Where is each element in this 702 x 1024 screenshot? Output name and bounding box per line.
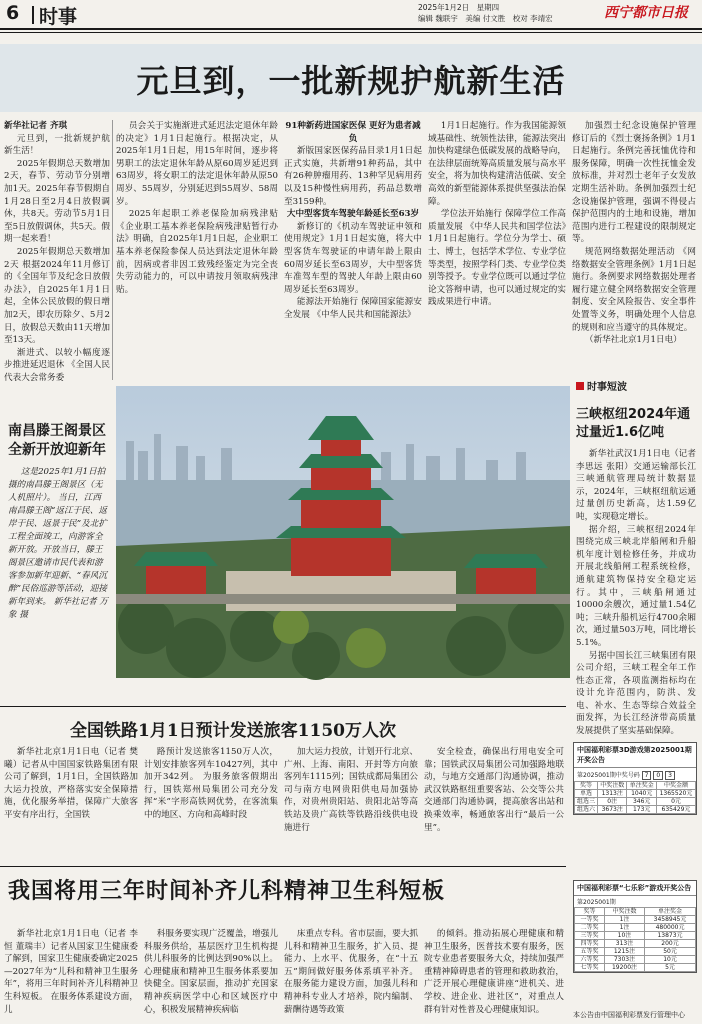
lottery-qlc-issue: 第2025001期 bbox=[577, 899, 616, 906]
table-cell: 0元 bbox=[656, 798, 695, 806]
table-cell: 奖等 bbox=[575, 908, 605, 916]
header-rule-thin bbox=[0, 32, 702, 33]
rail-paragraph: 新华社北京1月1日电（记者 樊曦）记者从中国国家铁路集团有限公司了解到，1月1日，全国铁路加大运力投放，严格落实安全保障措施，优化服务举措，保障广大旅客平安有序出行，全国铁 bbox=[4, 747, 138, 820]
table-cell: 奖等 bbox=[575, 782, 598, 790]
lead-col-2 bbox=[116, 120, 278, 382]
sidebar-paragraph: 据介绍，三峡枢纽2024年围绕完成三峡北岸船闸和升船机年度计划检修任务，并成功开展北线船闸工程系统检修，通航建筑物保持安全稳定运行。其中，三峡船闸通过10000余艘次，通过量1.54亿吨；三峡升船机运行4700余厢次，通过量503万吨，同比增长5.1%。 bbox=[576, 524, 696, 648]
footer-note: 本公告由中国福利彩票发行管理中心 bbox=[573, 1011, 685, 1019]
health-paragraph: 科服务要实现广泛覆盖，增强儿科服务供给，基层医疗卫生机构提供儿科服务的比例达到90%以上。心理健康和精神卫生服务体系要加快健全。国家层面，推动扩充国家精神疾病医学中心和区域医疗中心，积极发展精神疾病临 bbox=[144, 929, 278, 1015]
lead-dateline: （新华社北京1月1日电） bbox=[584, 335, 682, 346]
table-cell: 635429元 bbox=[656, 806, 695, 814]
table-cell: 四等奖 bbox=[575, 940, 605, 948]
news-brief-header bbox=[576, 378, 694, 392]
table-cell: 0注 bbox=[597, 798, 627, 806]
lead-byline: 新华社记者 齐琪 bbox=[4, 121, 68, 131]
health-title: 我国将用三年时间补齐儿科精神卫生科短板 bbox=[8, 879, 446, 904]
lead-paragraph: 新版国家医保药品目录1月1日起正式实施，共新增91种药品，其中有26种肿瘤用药、13种罕见病用药以及15种慢性病用药，药品总数增至3159种。 bbox=[284, 146, 422, 207]
lottery-number: 0 bbox=[653, 771, 663, 780]
table-cell: 1注 bbox=[604, 924, 644, 932]
sidebar-body bbox=[576, 448, 696, 737]
lead-col-4 bbox=[428, 120, 566, 382]
lead-paragraph: 2025年起职工养老保险加病残津贴 《企业职工基本养老保险病残津贴暂行办法》明确，自2025年1月1日起，企业职工基本养老保险参保人员达到法定退休年龄前，因病或者非因工致残经鉴定为完全丧失劳动能力的，可以申请按月领取病残津贴。 bbox=[116, 209, 278, 295]
rail-paragraph: 加大运力投放，计划开行北京、广州、上海、南阳、开封等方向旅客列车1115列；国铁成都局集团公司与南方电网贵阳供电局加强协作，对贵州贵阳站、贵阳北站等高铁站及贵广高铁等铁路沿线供电设施进行 bbox=[284, 747, 418, 833]
table-cell: 中奖注数 bbox=[597, 782, 627, 790]
lead-col-3 bbox=[284, 120, 422, 382]
lead-paragraph: 规范网络数据处理活动 《网络数据安全管理条例》1月1日起施行。条例要求网络数据处理者履行建立健全网络数据安全管理制度、安全风险报告、安全事件处置等义务，明确处理个人信息的规则和应当遵守的具体规定。 bbox=[572, 246, 696, 333]
rail-title: 全国铁路1月1日预计发送旅客1150万人次 bbox=[70, 721, 396, 741]
red-square-icon bbox=[576, 382, 584, 390]
lead-paragraph: 能源法开始施行 保障国家能源安全发展 《中华人民共和国能源法》 bbox=[284, 297, 422, 320]
header-rule bbox=[0, 28, 702, 30]
rail-col-4 bbox=[424, 746, 564, 864]
sidebar-paragraph: 另据中国长江三峡集团有限公司介绍，三峡工程全年工作性态正常，各项监测指标均在设计允许范围内，防洪、发电、补水、生态等综合效益全面发挥，为长江经济带高质量发展提供了坚实基础保障。 bbox=[576, 650, 696, 737]
table-row bbox=[575, 806, 696, 814]
tengwang-pavilion-photo bbox=[116, 386, 570, 678]
lottery-3d-numbers-label: 第2025001期中奖号码 bbox=[577, 772, 640, 779]
table-cell: 单注奖金 bbox=[627, 782, 657, 790]
table-cell: 19200注 bbox=[604, 964, 644, 972]
lead-paragraph: 元旦到，一批新规护航新生活！ bbox=[4, 133, 110, 157]
rail-paragraph: 路预计发送旅客1150万人次，计划安排旅客列车10427列，其中加开342列。 为服务旅客假期出行，国铁郑州局集团公司充分发挥“米”字形高铁网优势，在客流集中的地区、方向和高峰时段 bbox=[144, 747, 278, 820]
header-date: 2025年1月2日 星期四 bbox=[418, 3, 500, 12]
lottery-qlc-title: 中国福利彩票“七乐彩”游戏开奖公告 bbox=[574, 881, 696, 896]
photo-caption bbox=[8, 466, 108, 622]
table-cell: 单注奖金 bbox=[645, 908, 696, 916]
news-brief-label: 时事短波 bbox=[587, 382, 627, 393]
pavilion-illustration bbox=[116, 386, 570, 678]
health-col-4 bbox=[424, 928, 564, 1022]
headline-title: 元旦到，一批新规护航新生活 bbox=[136, 62, 566, 100]
lead-paragraph: 1月1日起施行。作为我国能源领域基础性、统领性法律，能源法突出加快构建绿色低碳发展的战略导向，在法律层面统筹高质量发展与高水平安全，将为加快构建清洁低碳、安全高效的新型能源体系提供坚强法治保障。 bbox=[428, 121, 566, 207]
table-cell: 173元 bbox=[627, 806, 657, 814]
lottery-number: 7 bbox=[642, 771, 652, 780]
table-row bbox=[575, 940, 696, 948]
table-cell: 480000元 bbox=[645, 924, 696, 932]
lottery-3d-numbers bbox=[574, 768, 696, 781]
lead-col-1 bbox=[4, 120, 110, 386]
table-row bbox=[575, 790, 696, 798]
photo-title: 南昌滕王阁景区全新开放迎新年 bbox=[8, 423, 106, 458]
table-cell: 200元 bbox=[645, 940, 696, 948]
health-col-1 bbox=[4, 928, 138, 1022]
lead-paragraph: 2025年假期总天数增加2天 根据2024年11月修订的《全国年节及纪念日放假办法》，自2025年1月1日起，全体公民放假的假日增加2天，即农历除夕、5月2日，放假总天数由11天增加至13天。 bbox=[4, 246, 110, 346]
lottery-3d-notice bbox=[573, 742, 697, 815]
table-row bbox=[575, 798, 696, 806]
table-row bbox=[575, 948, 696, 956]
rail-col-2 bbox=[144, 746, 278, 864]
table-cell: 中奖金额 bbox=[656, 782, 695, 790]
lottery-qlc-notice bbox=[573, 880, 697, 973]
health-paragraph: 的倾斜。推动拓展心理健康和精神卫生服务，医普技术要有服务，医院专业患者要服务大众，持续加强严重精神障碍患者的管理和救助救治，广泛开展心理健康讲座“进机关、进学校、进企业、进社区”，对重点人群有针对性普及心理健康知识。 bbox=[424, 929, 564, 1015]
table-cell: 五等奖 bbox=[575, 948, 605, 956]
sidebar-paragraph: 新华社武汉1月1日电（记者 李思远 张阳）交通运输部长江三峡通航管理局统计数据显示，2024年，三峡枢纽航运通过量创历史新高，达1.59亿吨，实现稳定增长。 bbox=[576, 449, 696, 522]
page-number: 6 bbox=[6, 2, 20, 24]
table-cell: 七等奖 bbox=[575, 964, 605, 972]
lead-col-5 bbox=[572, 120, 696, 372]
lead-subhead: 大中型客货车驾驶年龄延长至63岁 bbox=[286, 209, 420, 220]
lottery-3d-table bbox=[574, 781, 696, 814]
section-rule bbox=[0, 706, 566, 707]
lead-subhead: 91种新药进国家医保 更好为患者减负 bbox=[285, 121, 421, 144]
table-cell: 10元 bbox=[645, 956, 696, 964]
section-title: 时事 bbox=[39, 6, 78, 28]
table-row bbox=[575, 908, 696, 916]
table-cell: 1313注 bbox=[597, 790, 627, 798]
lead-paragraph: 学位法开始施行 保障学位工作高质量发展 《中华人民共和国学位法》1月1日起施行。学位分为学士、硕士、博士，包括学术学位、专业学位等类型，按照学科门类、专业学位类别等授予。专业学位既可以通过学位论文答辩申请，也可以通过规定的实践成果进行申请。 bbox=[428, 209, 566, 308]
header-divider bbox=[32, 6, 34, 24]
table-row bbox=[575, 932, 696, 940]
newspaper-logo: 西宁都市日报 bbox=[604, 5, 688, 21]
table-row bbox=[575, 964, 696, 972]
lead-paragraph: 新修订的《机动车驾驶证申领和使用规定》1月1日起实施，将大中型客货车驾驶证的申请年龄上限由60周岁延长至63周岁，大中型客货车准驾车型的驾驶人年龄上限由60周岁延长至63周岁。 bbox=[284, 221, 422, 295]
lottery-qlc-table bbox=[574, 907, 696, 972]
table-cell: 7303注 bbox=[604, 956, 644, 964]
lottery-number: 3 bbox=[665, 771, 675, 780]
health-paragraph: 新华社北京1月1日电（记者 李恒 董瑞丰）记者从国家卫生健康委了解到，国家卫生健康委确定2025—2027年为“儿科和精神卫生服务年”，将用三年时间补齐儿科精神卫生科短板。 在服务体系建设方面，儿 bbox=[4, 929, 138, 1015]
table-cell: 346元 bbox=[627, 798, 657, 806]
table-cell: 313注 bbox=[604, 940, 644, 948]
lottery-3d-title: 中国福利彩票3D游戏第2025001期开奖公告 bbox=[574, 743, 696, 768]
table-cell: 六等奖 bbox=[575, 956, 605, 964]
table-cell: 二等奖 bbox=[575, 924, 605, 932]
table-cell: 5元 bbox=[645, 964, 696, 972]
sidebar-title: 三峡枢纽2024年通过量近1.6亿吨 bbox=[576, 407, 691, 440]
table-cell: 单选 bbox=[575, 790, 598, 798]
table-cell: 13873元 bbox=[645, 932, 696, 940]
table-row bbox=[575, 782, 696, 790]
section-rule bbox=[0, 866, 566, 867]
rail-col-1 bbox=[4, 746, 138, 864]
lead-paragraph: 2025年假期总天数增加2天，春节、劳动节分别增加1天。2025年春节假期自1月28日至2月4日放假调休，共8天。劳动节5月1日至5日放假调休，共5天。假期一起来看！ bbox=[4, 158, 110, 245]
table-cell: 中奖注数 bbox=[604, 908, 644, 916]
photo-caption-text: 这是2025年1月1日拍摄的南昌滕王阁景区（无人机照片）。 当日，江西南昌滕王阁“返江于民、返岸于民、返景于民”及北扩工程全面竣工，向游客全新开放。开放当日，滕王阁景区邀请市民代表和游客参加新年迎新、“春风沉醉”民俗巡游等活动，迎接新年到来。 新华社记者 万象 摄 bbox=[8, 467, 108, 620]
lead-paragraph: 员会关于实施渐进式延迟法定退休年龄的决定》1月1日起施行。根据决定，从2025年1月1日起，用15年时间，逐步将男职工的法定退休年龄从原60周岁延迟到63周岁，将女职工的法定退休年龄从原50周岁、55周岁，分别延迟到55周岁、58周岁。 bbox=[116, 121, 278, 207]
table-cell: 10注 bbox=[604, 932, 644, 940]
table-row bbox=[575, 916, 696, 924]
health-paragraph: 床重点专科。省市层面，要大抓儿科和精神卫生服务，扩入员、提能力、上水平、优服务，在“十五五”期间做好服务体系填平补齐。 在服务能力建设方面，加强儿科和精神科专业人才培养，院内编制、薪酬待遇等政策 bbox=[284, 929, 418, 1015]
table-cell: 1040元 bbox=[627, 790, 657, 798]
header-editors: 编辑 魏联宇 美编 付文胜 校对 李靖宏 bbox=[418, 14, 553, 23]
table-row bbox=[575, 956, 696, 964]
table-cell: 三等奖 bbox=[575, 932, 605, 940]
table-row bbox=[575, 924, 696, 932]
table-cell: 50元 bbox=[645, 948, 696, 956]
health-col-2 bbox=[144, 928, 278, 1022]
table-cell: 一等奖 bbox=[575, 916, 605, 924]
rail-col-3 bbox=[284, 746, 418, 864]
table-cell: 3673注 bbox=[597, 806, 627, 814]
lead-paragraph: 渐进式、以较小幅度逐步推进延迟退休 《全国人民代表大会常务委 bbox=[4, 347, 110, 383]
health-col-3 bbox=[284, 928, 418, 1022]
column-divider bbox=[112, 120, 113, 380]
table-cell: 3458945元 bbox=[645, 916, 696, 924]
table-cell: 1365520元 bbox=[656, 790, 695, 798]
table-cell: 组选三 bbox=[575, 798, 598, 806]
table-cell: 组选六 bbox=[575, 806, 598, 814]
table-cell: 1215注 bbox=[604, 948, 644, 956]
table-cell: 1注 bbox=[604, 916, 644, 924]
lead-paragraph: 加强烈士纪念设施保护管理 修订后的《烈士褒扬条例》1月1日起施行。条例完善抚恤优待和服务保障，明确一次性抚恤金发放标准，并对烈士老年子女发放定期生活补助。条例加强烈士纪念设施保护管理，强调不得侵占保护范围内的土地和设施，增加范围内进行工程建设的限制规定等。 bbox=[572, 121, 696, 245]
rail-paragraph: 安全检查，确保出行用电安全可靠；国铁武汉局集团公司加强路地联动，与地方交通部门沟通协调，推动武汉铁路枢纽重要客站、公交等公共交通部门沟通协调，提高旅客出站和换乘效率，畅通旅客出行“最后一公里”。 bbox=[424, 747, 564, 833]
header-meta bbox=[418, 2, 618, 24]
